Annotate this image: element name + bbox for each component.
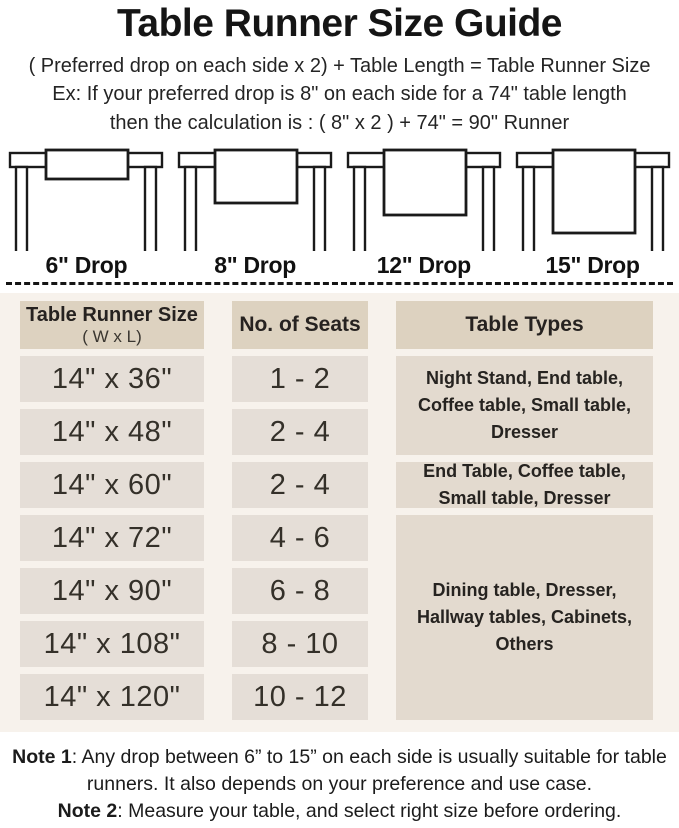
size-cell: 14" x 90" [20, 568, 204, 614]
notes [0, 744, 679, 825]
size-table [0, 301, 679, 720]
column-header-size-title: Table Runner Size [26, 304, 198, 327]
size-cell: 14" x 60" [20, 462, 204, 508]
seats-cell: 1 - 2 [232, 356, 368, 402]
dashed-divider [6, 282, 673, 285]
drop-figure-6 [2, 145, 171, 279]
drop-label: 8" Drop [214, 252, 296, 279]
note-1-label: Note 1 [12, 746, 72, 769]
page-title: Table Runner Size Guide [116, 2, 563, 45]
note-2 [6, 798, 673, 825]
note-1-text: : Any drop between 6” to 15” on each side is usually suitable for table runners. It also depends on your preference and use case. [71, 746, 667, 795]
seats-cell: 2 - 4 [232, 409, 368, 455]
drop-label: 6" Drop [45, 252, 128, 279]
example-line-1: Ex: If your preferred drop is 8" on each side for a 74" table length [52, 83, 627, 106]
table-types-group-large: Dining table, Dresser, Hallway tables, Cabinets, Others [396, 515, 653, 720]
size-cell: 14" x 36" [20, 356, 204, 402]
size-cell: 14" x 72" [20, 515, 204, 561]
drop-label: 12" Drop [376, 252, 471, 279]
drop-figure-8 [171, 145, 340, 279]
column-header-size-sub: ( W x L) [82, 327, 142, 347]
drop-figure-12 [340, 145, 509, 279]
table-runner-size-guide [0, 2, 679, 825]
seats-cell: 2 - 4 [232, 462, 368, 508]
table-runner-12-drop-icon [344, 145, 504, 251]
note-2-label: Note 2 [57, 799, 118, 822]
note-1 [6, 744, 673, 798]
example-line-2: then the calculation is : ( 8" x 2 ) + 74" = 90" Runner [109, 111, 570, 134]
size-table-section [0, 293, 679, 732]
table-runner-15-drop-icon [513, 145, 673, 251]
formula-line: ( Preferred drop on each side x 2) + Table Length = Table Runner Size [28, 54, 651, 77]
seats-cell: 4 - 6 [232, 515, 368, 561]
table-runner-6-drop-icon [6, 145, 166, 251]
column-header-types-label: Table Types [465, 313, 584, 337]
table-types-group-small: Night Stand, End table, Coffee table, Small table, Dresser [396, 356, 653, 455]
column-header-seats-label: No. of Seats [239, 313, 361, 337]
column-header-types [396, 301, 653, 349]
column-header-seats [232, 301, 368, 349]
column-header-size [20, 301, 204, 349]
seats-cell: 8 - 10 [232, 621, 368, 667]
seats-cell: 6 - 8 [232, 568, 368, 614]
note-2-text: : Measure your table, and select right size before ordering. [117, 799, 622, 822]
seats-cell: 10 - 12 [232, 674, 368, 720]
size-cell: 14" x 48" [20, 409, 204, 455]
table-types-group-medium: End Table, Coffee table, Small table, Dresser [396, 462, 653, 508]
size-cell: 14" x 108" [20, 621, 204, 667]
table-runner-8-drop-icon [175, 145, 335, 251]
drop-label: 15" Drop [545, 252, 640, 279]
drop-illustrations [0, 145, 679, 279]
drop-figure-15 [508, 145, 677, 279]
size-cell: 14" x 120" [20, 674, 204, 720]
